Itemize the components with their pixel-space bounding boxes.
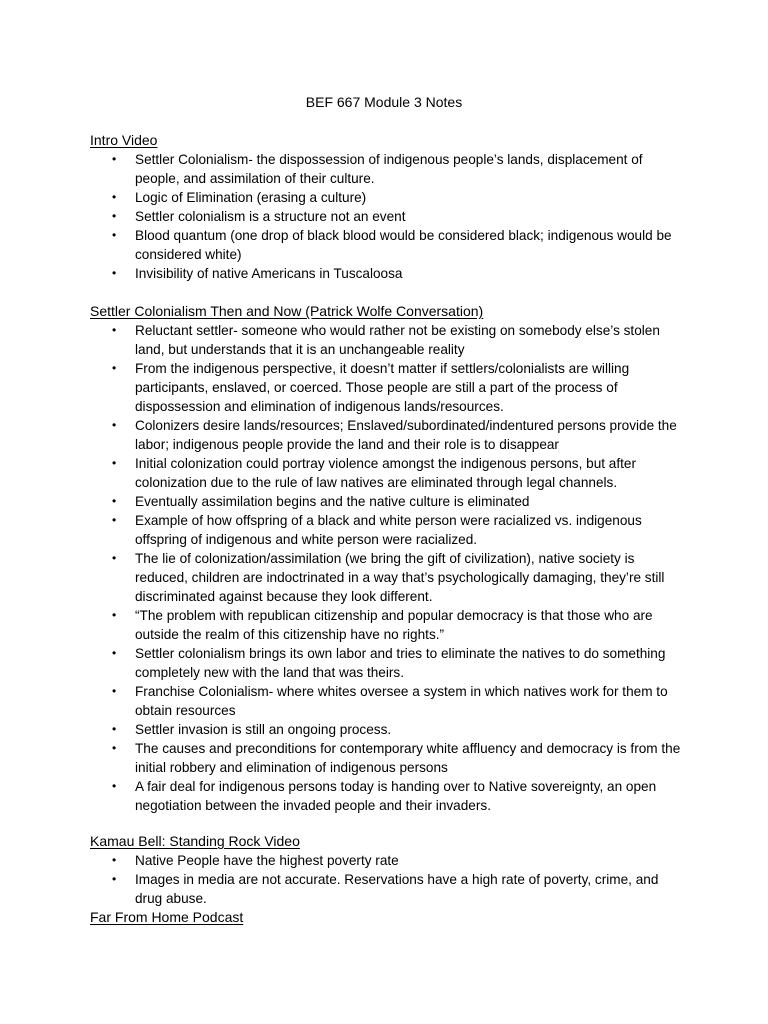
list-item-text: From the indigenous perspective, it doesn’t matter if settlers/colonialists are willing participants, enslaved, or coerced. Those people are still a part of the process of dispossession and elimination of indigenous lands/resources. — [135, 361, 630, 414]
list-item — [90, 606, 683, 644]
list-item — [90, 359, 683, 416]
section-heading: Kamau Bell: Standing Rock Video — [90, 833, 300, 849]
bullet-list — [90, 321, 690, 815]
section-heading: Intro Video — [90, 132, 158, 148]
list-item-text: Invisibility of native Americans in Tuscaloosa — [135, 266, 403, 281]
list-item-text: A fair deal for indigenous persons today is handing over to Native sovereignty, an open negotiation between the invaded people and their invaders. — [135, 779, 657, 813]
bullet-icon: • — [112, 872, 117, 886]
section-heading: Settler Colonialism Then and Now (Patrick Wolfe Conversation) — [90, 303, 484, 319]
list-item — [90, 150, 683, 188]
bullet-icon: • — [112, 551, 117, 565]
bullet-icon: • — [112, 684, 117, 698]
section-heading: Far From Home Podcast — [90, 909, 244, 925]
list-item-text: Settler colonialism is a structure not an event — [135, 209, 406, 224]
list-item — [90, 321, 683, 359]
list-item — [90, 870, 683, 908]
document-title: BEF 667 Module 3 Notes — [305, 94, 463, 110]
bullet-list — [90, 150, 690, 283]
bullet-icon: • — [112, 513, 117, 527]
list-item — [90, 207, 683, 226]
list-item-text: Native People have the highest poverty rate — [135, 853, 399, 868]
list-item — [90, 264, 683, 283]
bullet-icon: • — [112, 494, 117, 508]
list-item-text: Initial colonization could portray violence amongst the indigenous persons, but after colonization due to the rule of law natives are eliminated through legal channels. — [135, 456, 637, 490]
list-item — [90, 851, 683, 870]
list-item-text: Example of how offspring of a black and white person were racialized vs. indigenous offspring of indigenous and white person were racialized. — [135, 513, 642, 547]
bullet-icon: • — [112, 228, 117, 242]
list-item-text: Images in media are not accurate. Reservations have a high rate of poverty, crime, and drug abuse. — [135, 872, 659, 906]
list-item-text: “The problem with republican citizenship and popular democracy is that those who are outside the realm of this citizenship have no rights.” — [135, 608, 653, 642]
bullet-icon: • — [112, 190, 117, 204]
list-item — [90, 454, 683, 492]
bullet-icon: • — [112, 853, 117, 867]
bullet-icon: • — [112, 456, 117, 470]
list-item — [90, 739, 683, 777]
list-item-text: Settler Colonialism- the dispossession of indigenous people’s lands, displacement of people, and assimilation of their culture. — [135, 152, 643, 186]
bullet-icon: • — [112, 722, 117, 736]
section-intro-video — [90, 131, 690, 283]
bullet-icon: • — [112, 646, 117, 660]
bullet-icon: • — [112, 418, 117, 432]
section-kamau-bell — [90, 832, 690, 908]
bullet-icon: • — [112, 608, 117, 622]
list-item — [90, 644, 683, 682]
list-item-text: The causes and preconditions for contemporary white affluency and democracy is from the initial robbery and elimination of indigenous persons — [135, 741, 681, 775]
list-item-text: The lie of colonization/assimilation (we bring the gift of civilization), native society is reduced, children are indoctrinated in a way that’s psychologically damaging, they’re still discriminated against because they look different. — [135, 551, 665, 604]
bullet-icon: • — [112, 779, 117, 793]
list-item — [90, 226, 683, 264]
list-item — [90, 416, 683, 454]
list-item — [90, 492, 683, 511]
list-item — [90, 511, 683, 549]
list-item-text: Blood quantum (one drop of black blood would be considered black; indigenous would be considered white) — [135, 228, 672, 262]
section-far-from-home — [90, 908, 690, 927]
list-item — [90, 720, 683, 739]
bullet-icon: • — [112, 152, 117, 166]
list-item-text: Reluctant settler- someone who would rather not be existing on somebody else’s stolen land, but understands that it is an unchangeable reality — [135, 323, 660, 357]
list-item — [90, 682, 683, 720]
list-item-text: Settler colonialism brings its own labor and tries to eliminate the natives to do something completely new with the land that was theirs. — [135, 646, 666, 680]
list-item-text: Eventually assimilation begins and the native culture is eliminated — [135, 494, 530, 509]
list-item-text: Franchise Colonialism- where whites oversee a system in which natives work for them to obtain resources — [135, 684, 668, 718]
bullet-icon: • — [112, 323, 117, 337]
bullet-icon: • — [112, 209, 117, 223]
section-patrick-wolfe — [90, 302, 690, 815]
list-item-text: Settler invasion is still an ongoing process. — [135, 722, 392, 737]
list-item — [90, 188, 683, 207]
bullet-icon: • — [112, 741, 117, 755]
bullet-list — [90, 851, 690, 908]
list-item-text: Colonizers desire lands/resources; Enslaved/subordinated/indentured persons provide the labor; indigenous people provide the land and their role is to disappear — [135, 418, 677, 452]
list-item — [90, 777, 683, 815]
list-item-text: Logic of Elimination (erasing a culture) — [135, 190, 367, 205]
list-item — [90, 549, 683, 606]
bullet-icon: • — [112, 361, 117, 375]
bullet-icon: • — [112, 266, 117, 280]
